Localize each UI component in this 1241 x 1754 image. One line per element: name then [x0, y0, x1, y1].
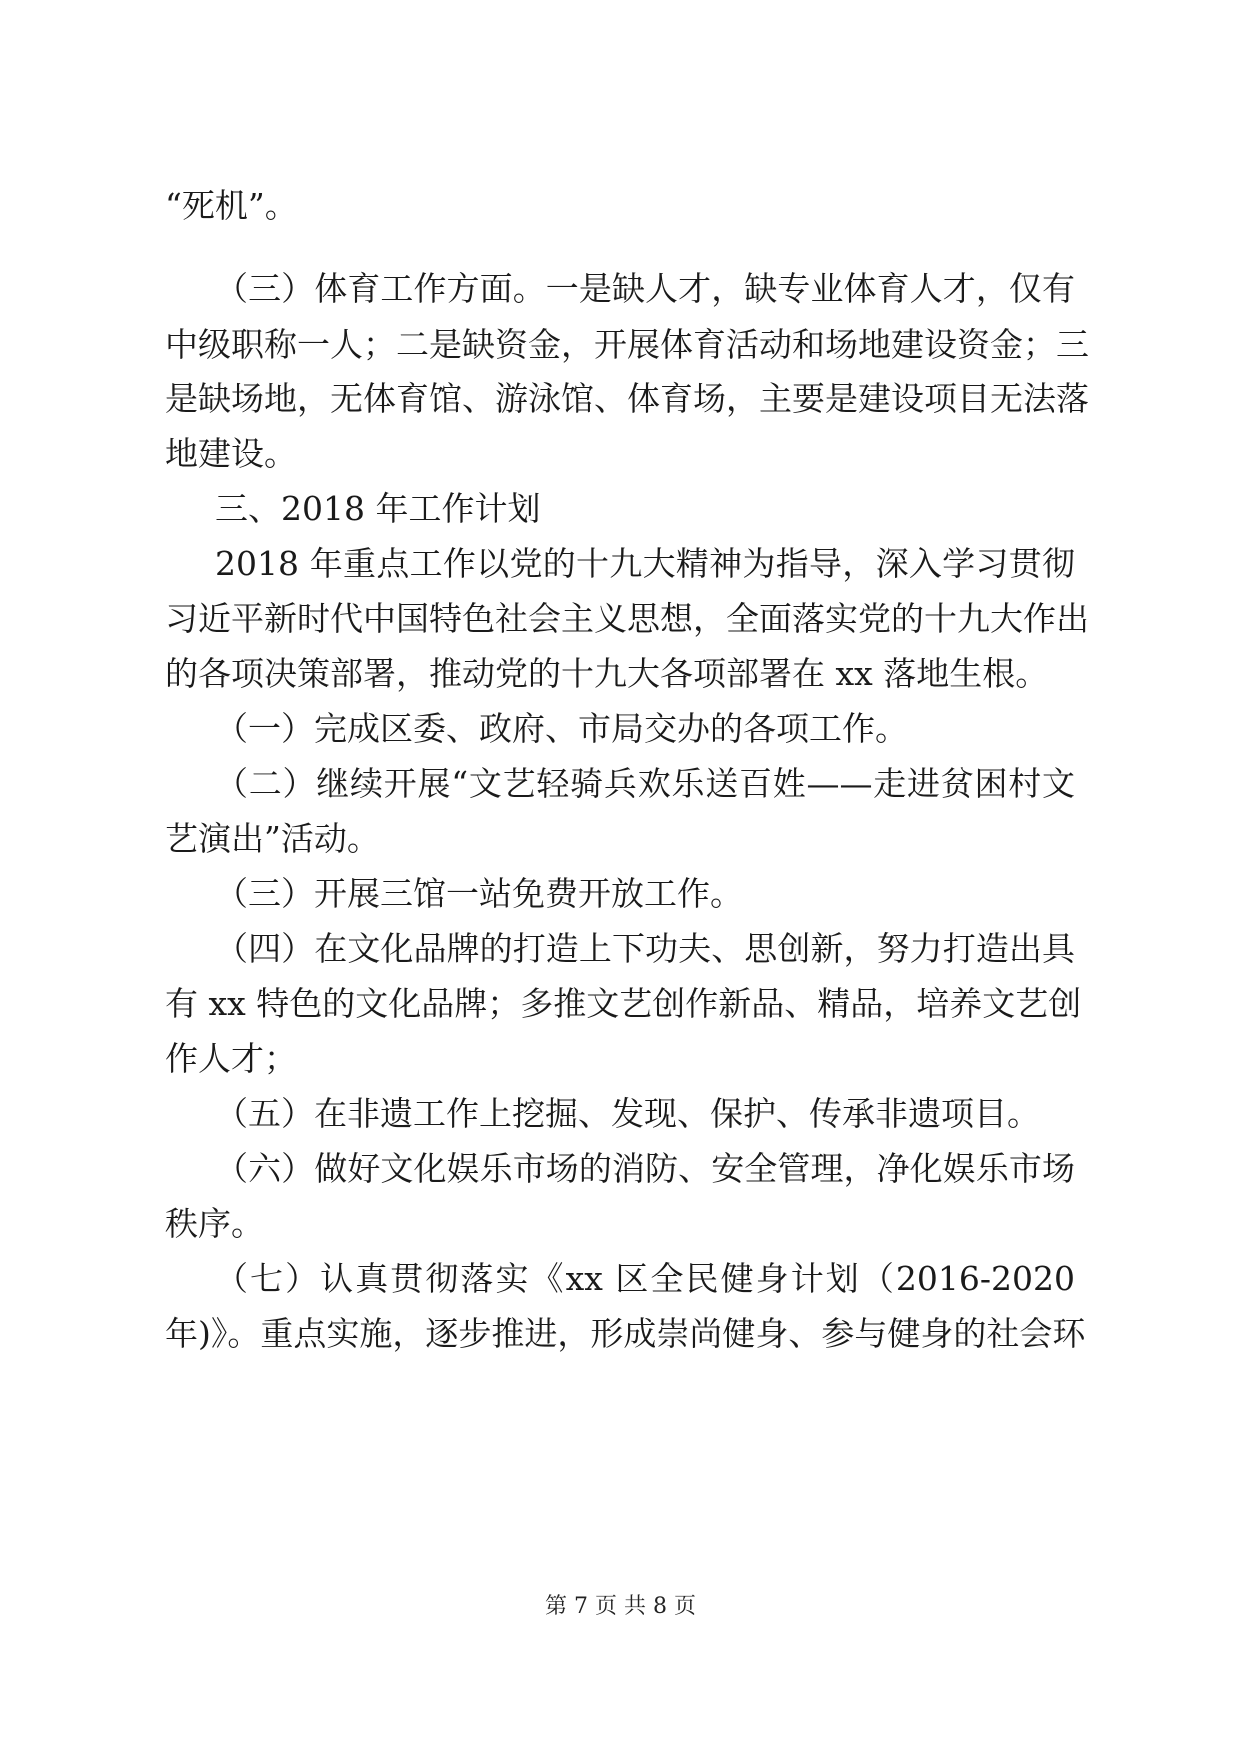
paragraph-line: 作人才； — [165, 1039, 297, 1078]
list-item: （六）做好文化娱乐市场的消防、安全管理，净化娱乐市场 — [215, 1149, 1075, 1188]
list-item: （五）在非遗工作上挖掘、发现、保护、传承非遗项目。 — [215, 1094, 1040, 1133]
paragraph-line: （三）体育工作方面。一是缺人才，缺专业体育人才，仅有 — [215, 269, 1075, 308]
paragraph-line: 2018 年重点工作以党的十九大精神为指导，深入学习贯彻 — [215, 544, 1075, 583]
paragraph-line: 艺演出”活动。 — [165, 819, 380, 858]
list-item: （四）在文化品牌的打造上下功夫、思创新，努力打造出具 — [215, 929, 1075, 968]
paragraph-line: 地建设。 — [165, 434, 297, 473]
page-number-footer: 第 7 页 共 8 页 — [545, 1594, 696, 1619]
paragraph-line: “死机”。 — [165, 186, 298, 225]
list-item: （七）认真贯彻落实《xx 区全民健身计划（2016-2020 — [215, 1259, 1075, 1298]
paragraph-line: 年)》。重点实施，逐步推进，形成崇尚健身、参与健身的社会环 — [165, 1314, 1086, 1353]
list-item: （三）开展三馆一站免费开放工作。 — [215, 874, 743, 913]
paragraph-line: 秩序。 — [165, 1204, 264, 1243]
paragraph-line: 中级职称一人；二是缺资金，开展体育活动和场地建设资金；三 — [165, 325, 1089, 364]
list-item: （一）完成区委、政府、市局交办的各项工作。 — [215, 709, 908, 748]
paragraph-line: 习近平新时代中国特色社会主义思想，全面落实党的十九大作出 — [165, 599, 1089, 638]
section-heading: 三、2018 年工作计划 — [215, 489, 541, 528]
paragraph-line: 有 xx 特色的文化品牌；多推文艺创作新品、精品，培养文艺创 — [165, 984, 1082, 1023]
paragraph-line: 是缺场地，无体育馆、游泳馆、体育场，主要是建设项目无法落 — [165, 379, 1089, 418]
list-item: （二）继续开展“文艺轻骑兵欢乐送百姓——走进贫困村文 — [215, 764, 1075, 803]
paragraph-line: 的各项决策部署，推动党的十九大各项部署在 xx 落地生根。 — [165, 654, 1049, 693]
